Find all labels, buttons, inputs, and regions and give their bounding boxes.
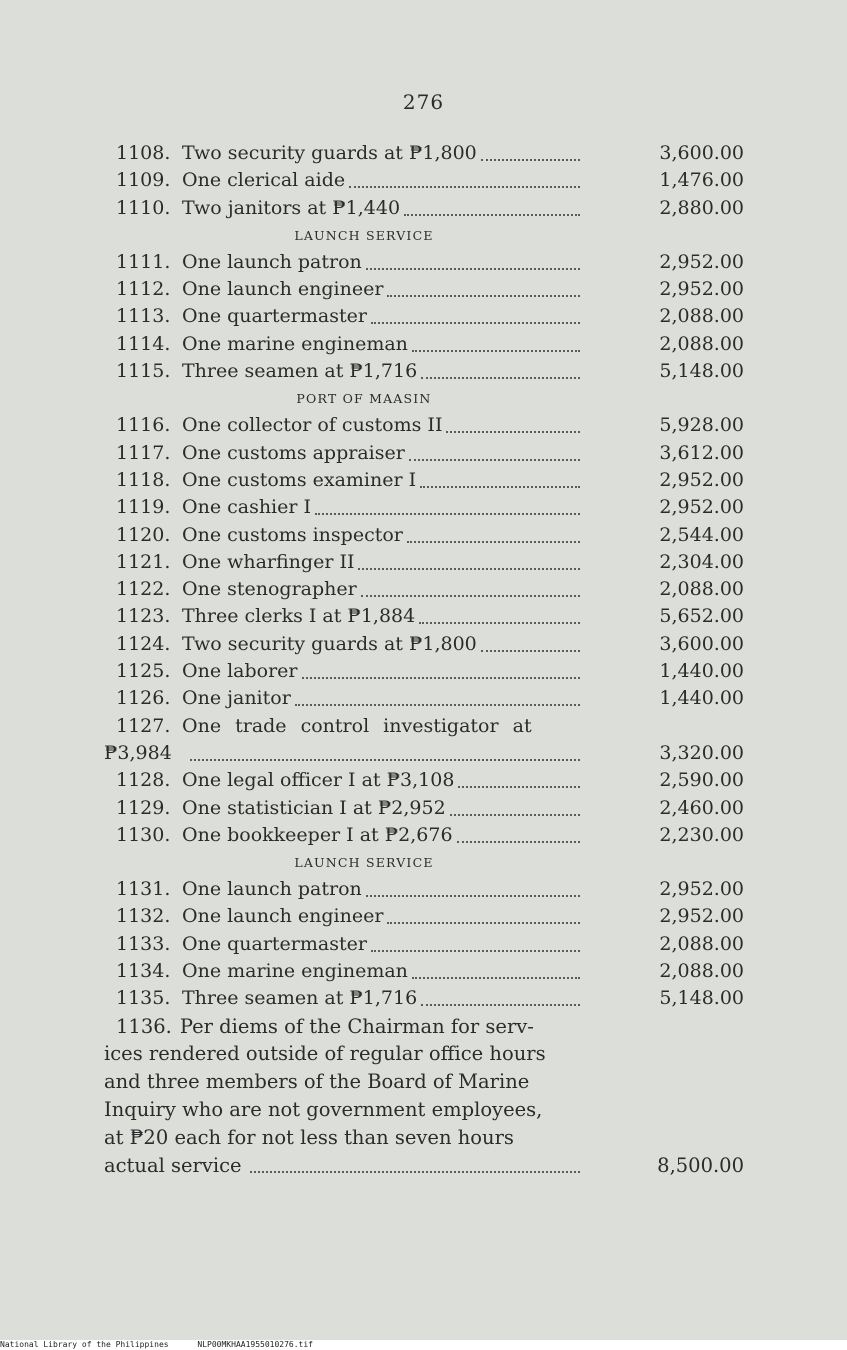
item-number: 1120. bbox=[116, 523, 171, 546]
item-description: One statistician I at ₱2,952 bbox=[182, 796, 446, 819]
line-item bbox=[104, 412, 744, 439]
item-description: One quartermaster bbox=[182, 305, 367, 328]
item-amount: 2,590.00 bbox=[659, 769, 744, 792]
item-description: One cashier I bbox=[182, 496, 312, 519]
item-number: 1117. bbox=[116, 441, 171, 464]
dot-leader bbox=[315, 513, 580, 515]
item-amount: 3,320.00 bbox=[659, 741, 744, 764]
dot-leader bbox=[412, 350, 580, 352]
footer-file: NLP00MKHAA1955010276.tif bbox=[197, 1340, 313, 1349]
item-description: One janitor bbox=[182, 687, 291, 710]
item-amount: 5,652.00 bbox=[659, 605, 744, 628]
item-amount: 2,088.00 bbox=[659, 960, 744, 983]
item-description: One stenographer bbox=[182, 578, 357, 601]
item-number: 1131. bbox=[116, 878, 171, 901]
scan-footer bbox=[0, 1340, 847, 1350]
item-description: One bookkeeper I at ₱2,676 bbox=[182, 823, 453, 846]
line-item bbox=[104, 549, 744, 576]
dot-leader bbox=[419, 622, 580, 624]
item-number: 1109. bbox=[116, 169, 171, 192]
item-amount: 2,952.00 bbox=[659, 468, 744, 491]
item-description: Two security guards at ₱1,800 bbox=[182, 632, 477, 655]
line-item bbox=[104, 167, 744, 194]
paragraph-text: Inquiry who are not government employees, bbox=[104, 1098, 543, 1121]
item-description: Two security guards at ₱1,800 bbox=[182, 142, 477, 164]
item-amount: 2,088.00 bbox=[659, 578, 744, 601]
item-number: 1111. bbox=[116, 250, 171, 273]
item-number: 1129. bbox=[116, 796, 171, 819]
item-amount: 2,952.00 bbox=[659, 905, 744, 928]
line-item bbox=[104, 494, 744, 521]
item-description: One customs appraiser bbox=[182, 441, 405, 464]
item-number: 1108. bbox=[116, 142, 171, 164]
item-number: 1116. bbox=[116, 414, 171, 437]
footer-library: National Library of the Philippines bbox=[0, 1340, 169, 1349]
dot-leader bbox=[404, 214, 580, 216]
page-number: 276 bbox=[402, 90, 445, 114]
dot-leader bbox=[361, 595, 580, 597]
item-description: One collector of customs II bbox=[182, 414, 443, 437]
dot-leader bbox=[450, 814, 580, 816]
dot-leader bbox=[295, 704, 580, 706]
item-amount: 5,148.00 bbox=[659, 987, 744, 1010]
line-item bbox=[104, 985, 744, 1012]
item-description: One trade control investigator at bbox=[182, 714, 532, 737]
line-item bbox=[104, 358, 744, 385]
item-number: 1132. bbox=[116, 905, 171, 928]
item-amount: 1,476.00 bbox=[659, 169, 744, 192]
item-amount: 3,600.00 bbox=[659, 632, 744, 655]
paragraph-text: actual service bbox=[104, 1153, 242, 1177]
item-number: 1130. bbox=[116, 823, 171, 846]
item-description: One legal officer I at ₱3,108 bbox=[182, 769, 455, 792]
dot-leader bbox=[302, 677, 580, 679]
item-number: 1134. bbox=[116, 960, 171, 983]
dot-leader bbox=[407, 541, 580, 543]
dot-leader bbox=[420, 486, 580, 488]
item-description: ₱3,984 bbox=[104, 741, 172, 764]
item-amount: 2,460.00 bbox=[659, 796, 744, 819]
item-number: 1123. bbox=[116, 605, 171, 628]
item-amount: 2,544.00 bbox=[659, 523, 744, 546]
line-item bbox=[104, 603, 744, 630]
appropriation-entries bbox=[104, 140, 744, 1179]
item-description: One launch engineer bbox=[182, 905, 384, 928]
paragraph-line bbox=[104, 1068, 580, 1096]
item-number: 1133. bbox=[116, 932, 171, 955]
dot-leader bbox=[387, 295, 580, 297]
dot-leader bbox=[457, 841, 580, 843]
dot-leader bbox=[421, 1004, 580, 1006]
item-amount: 5,148.00 bbox=[659, 360, 744, 383]
section-heading: PORT OF MAASIN bbox=[296, 391, 432, 407]
line-item bbox=[104, 331, 744, 358]
dot-leader bbox=[366, 268, 580, 270]
item-amount: 2,088.00 bbox=[659, 332, 744, 355]
item-amount: 3,600.00 bbox=[659, 142, 744, 164]
dot-leader bbox=[481, 159, 580, 161]
section-heading: LAUNCH SERVICE bbox=[294, 227, 434, 243]
dot-leader bbox=[387, 922, 580, 924]
item-number: 1110. bbox=[116, 196, 171, 219]
item-amount: 2,230.00 bbox=[659, 823, 744, 846]
dot-leader bbox=[481, 650, 580, 652]
line-item bbox=[104, 631, 744, 658]
line-item bbox=[104, 576, 744, 603]
line-item bbox=[104, 903, 744, 930]
line-item bbox=[104, 876, 744, 903]
item-number: 1126. bbox=[116, 687, 171, 710]
item-description: Three seamen at ₱1,716 bbox=[182, 360, 418, 383]
item-amount: 2,880.00 bbox=[659, 196, 744, 219]
paragraph-line bbox=[104, 1040, 580, 1068]
line-item bbox=[104, 931, 744, 958]
item-amount: 1,440.00 bbox=[659, 687, 744, 710]
line-item bbox=[104, 303, 744, 330]
line-item bbox=[104, 467, 744, 494]
item-number: 1113. bbox=[116, 305, 171, 328]
line-item bbox=[104, 767, 744, 794]
item-description: One customs examiner I bbox=[182, 468, 417, 491]
item-description: One marine engineman bbox=[182, 960, 408, 983]
item-description: Three clerks I at ₱1,884 bbox=[182, 605, 416, 628]
line-item bbox=[104, 685, 744, 712]
paragraph-text: ices rendered outside of regular office hours bbox=[104, 1042, 546, 1066]
item-amount: 2,952.00 bbox=[659, 496, 744, 519]
item-number: 1125. bbox=[116, 660, 171, 683]
line-item bbox=[104, 140, 744, 167]
dot-leader bbox=[371, 950, 580, 952]
dot-leader bbox=[421, 377, 580, 379]
item-amount: 8,500.00 bbox=[657, 1153, 744, 1177]
dot-leader bbox=[366, 895, 580, 897]
item-amount: 2,088.00 bbox=[659, 932, 744, 955]
dot-leader bbox=[412, 977, 580, 979]
item-description: One customs inspector bbox=[182, 523, 403, 546]
item-description: One wharfinger II bbox=[182, 550, 355, 573]
item-number: 1124. bbox=[116, 632, 171, 655]
dot-leader bbox=[371, 322, 580, 324]
line-item-continued bbox=[104, 740, 744, 767]
paragraph-line bbox=[104, 1013, 580, 1041]
item-description: One marine engineman bbox=[182, 332, 408, 355]
line-item bbox=[104, 822, 744, 849]
dot-leader bbox=[349, 186, 580, 188]
dot-leader bbox=[409, 459, 580, 461]
dot-leader bbox=[358, 568, 580, 570]
item-description: Two janitors at ₱1,440 bbox=[182, 196, 401, 219]
line-item bbox=[104, 522, 744, 549]
line-item bbox=[104, 958, 744, 985]
item-number: 1119. bbox=[116, 496, 171, 519]
dot-leader bbox=[458, 786, 580, 788]
line-item bbox=[104, 658, 744, 685]
item-number: 1118. bbox=[116, 468, 171, 491]
paragraph-line bbox=[104, 1096, 580, 1124]
item-description: Three seamen at ₱1,716 bbox=[182, 987, 418, 1010]
item-number: 1135. bbox=[116, 987, 171, 1010]
dot-leader bbox=[250, 1171, 580, 1173]
item-number: 1122. bbox=[116, 578, 171, 601]
section-heading: LAUNCH SERVICE bbox=[294, 855, 434, 871]
per-diem-entry bbox=[104, 1013, 744, 1180]
paragraph-line bbox=[104, 1152, 744, 1180]
item-description: One launch patron bbox=[182, 878, 362, 901]
item-amount: 2,088.00 bbox=[659, 305, 744, 328]
item-description: One laborer bbox=[182, 660, 298, 683]
dot-leader bbox=[190, 759, 580, 761]
line-item bbox=[104, 795, 744, 822]
paragraph-text: at ₱20 each for not less than seven hours bbox=[104, 1125, 514, 1149]
item-amount: 1,440.00 bbox=[659, 660, 744, 683]
item-description: One quartermaster bbox=[182, 932, 367, 955]
item-amount: 2,952.00 bbox=[659, 878, 744, 901]
item-description: One launch engineer bbox=[182, 278, 384, 301]
item-description: One launch patron bbox=[182, 250, 362, 273]
line-item bbox=[104, 440, 744, 467]
line-item bbox=[104, 195, 744, 222]
paragraph-text: Per diems of the Chairman for serv- bbox=[179, 1014, 534, 1038]
item-amount: 2,952.00 bbox=[659, 250, 744, 273]
item-number: 1136. bbox=[116, 1014, 172, 1038]
item-amount: 2,304.00 bbox=[659, 550, 744, 573]
item-number: 1115. bbox=[116, 360, 171, 383]
item-amount: 5,928.00 bbox=[659, 414, 744, 437]
paragraph-line bbox=[104, 1124, 580, 1152]
item-number: 1127. bbox=[116, 714, 171, 737]
item-description: One clerical aide bbox=[182, 169, 346, 192]
line-item bbox=[104, 276, 744, 303]
dot-leader bbox=[446, 431, 580, 433]
item-number: 1121. bbox=[116, 550, 171, 573]
item-number: 1112. bbox=[116, 278, 171, 301]
line-item bbox=[104, 249, 744, 276]
item-number: 1114. bbox=[116, 332, 171, 355]
line-item bbox=[104, 713, 744, 740]
item-number: 1128. bbox=[116, 769, 171, 792]
paragraph-text: and three members of the Board of Marine bbox=[104, 1070, 530, 1094]
item-amount: 3,612.00 bbox=[659, 441, 744, 464]
item-amount: 2,952.00 bbox=[659, 278, 744, 301]
